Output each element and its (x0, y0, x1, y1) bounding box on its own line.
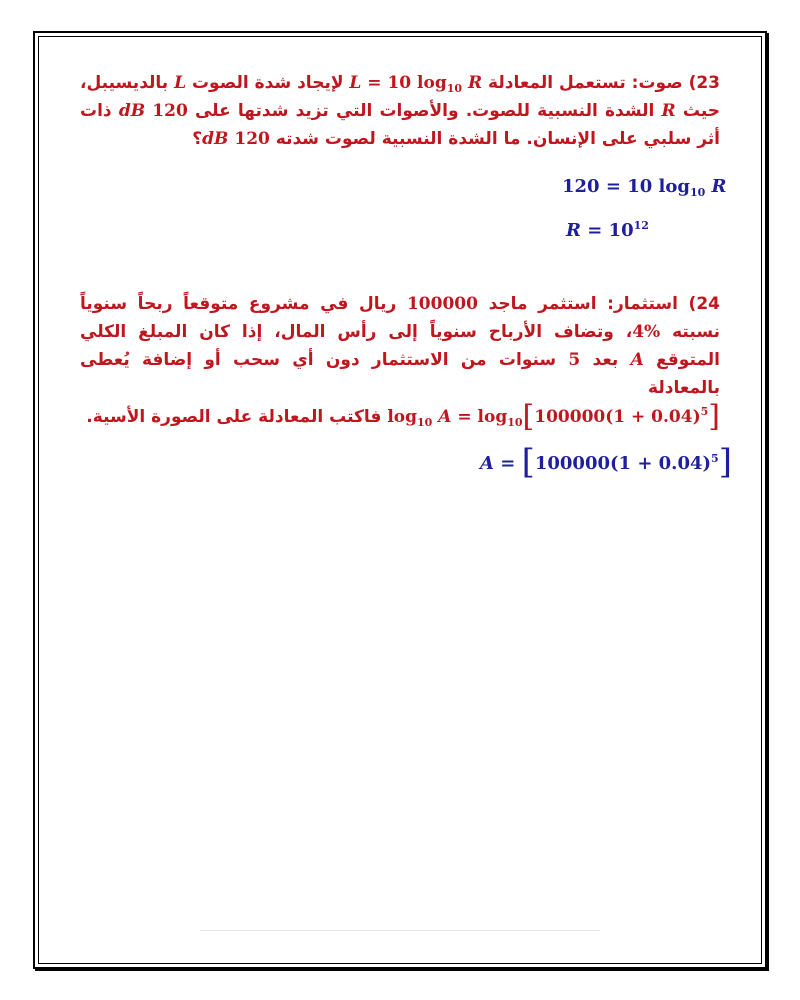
years-count: 5 (568, 350, 581, 370)
eq24-var-A: A (432, 407, 452, 427)
problem-24-text-4: بعد (592, 350, 619, 370)
var-A: A (630, 350, 644, 370)
problem-24-text-5: سنوات من الاستثمار دون أي سحب أو إضافة يُعطى بالمعادلة (80, 350, 720, 398)
answer-23-line-2-var: R (566, 220, 581, 241)
problem-24-text-2: ريال في مشروع متوقعاً ربحاً سنوياً نسبته (80, 294, 720, 342)
answer-24-exponent: 5 (711, 452, 719, 465)
problem-23-equation (349, 73, 482, 93)
eq24-base-1: 10 (417, 416, 433, 429)
problem-24-text-3: ، وتضاف الأرباح سنوياً إلى رأس المال، إذا كان المبلغ الكلي المتوقع (80, 322, 721, 370)
problem-23-number: 23) (688, 73, 721, 93)
answer-23-line-1-text: 120 = 10 log (562, 176, 690, 197)
faint-divider (200, 930, 600, 931)
problem-23-text-4: الشدة النسبية للصوت. والأصوات التي تزيد شدتها على (194, 101, 655, 121)
answer-24 (480, 442, 732, 482)
problem-23 (80, 69, 720, 153)
eq-var-R: R (462, 73, 483, 93)
var-R: R (661, 101, 676, 121)
page-border (33, 31, 767, 969)
var-L: L (174, 73, 187, 93)
answer-23-line-2-eq: = 10 (580, 220, 634, 241)
answer-24-var-A: A (480, 453, 494, 474)
unit-dB-a: dB (118, 101, 146, 121)
problem-24-equation (387, 399, 720, 434)
problem-24-number: 24) (688, 294, 720, 314)
unit-dB-b: dB (202, 129, 229, 149)
answer-23-line-1 (562, 176, 727, 197)
answer-right-bracket: ] (718, 442, 732, 482)
problem-23-question-mark: ؟ (192, 129, 203, 149)
value-120-a: 120 (152, 101, 188, 121)
answer-23-line-2 (566, 220, 649, 241)
left-bracket: [ (522, 399, 535, 434)
answer-23-exponent: 12 (633, 219, 649, 232)
problem-23-text-5: ذات أثر سلبي على الإنسان. ما الشدة النسبية لصوت شدته (80, 101, 720, 149)
eq-equals-log: = 10 log (361, 73, 447, 93)
eq-log-base: 10 (446, 82, 463, 95)
value-120-b: 120 (234, 129, 270, 149)
answer-24-inner: 100000(1 + 0.04) (534, 453, 712, 474)
problem-23-text-3: بالديسيبل، حيث (80, 73, 721, 121)
problem-24-text-1: استثمار: استثمر ماجد (488, 294, 678, 314)
eq24-base-2: 10 (507, 416, 523, 429)
eq24-log-1: log (387, 407, 418, 427)
eq24-inner: 100000(1 + 0.04) (534, 407, 701, 427)
answer-23-var-R: R (711, 176, 727, 197)
problem-24 (80, 290, 720, 432)
eq24-exponent: 5 (700, 405, 709, 418)
eq-var-L: L (349, 73, 362, 93)
investment-amount: 100000 (406, 294, 478, 314)
answer-24-eq: = (493, 453, 522, 474)
interest-rate: 4% (632, 322, 661, 342)
problem-23-text-1: صوت: تستعمل المعادلة (488, 73, 683, 93)
answer-left-bracket: [ (521, 442, 535, 482)
right-bracket: ] (708, 399, 720, 434)
answer-23-log-base: 10 (689, 186, 706, 199)
problem-24-text-6: فاكتب المعادلة على الصورة الأسية. (86, 407, 382, 427)
problem-23-text-2: لإيجاد شدة الصوت (191, 73, 344, 93)
eq24-equals-log: = log (451, 407, 508, 427)
